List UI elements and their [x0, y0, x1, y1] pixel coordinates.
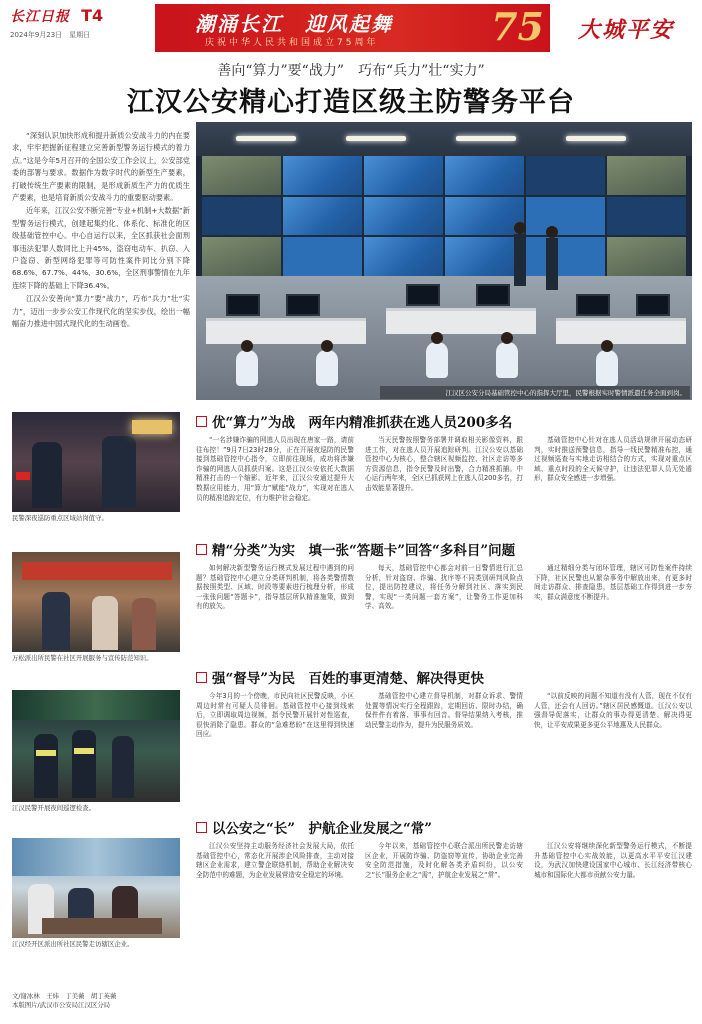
banner-subtitle: 庆祝中华人民共和国成立75周年 [205, 38, 379, 48]
video-panel [283, 197, 362, 236]
video-panel [202, 197, 281, 236]
intro-paragraph: “深刻认识加快形成和提升新质公安战斗力的内在要求，牢牢把握新征程建立完善新型警务运行模式的着力点。”这是今年5月召开的全国公安工作会议上，公安部党委的部署与要求。数据作为数字时代的新型生产要素，打破传统生产要素的限制，是形成新质生产力的优质生产要素，也是培育新质公安战斗力的重要驱动要素。 [12, 131, 190, 203]
monitor [286, 294, 320, 316]
seated-officer [236, 350, 258, 386]
officer-head [546, 226, 558, 238]
banner-number: 75 [491, 4, 544, 49]
section-columns [196, 436, 692, 532]
column-text: 通过精细分类与闭环管理，辖区可防性案件持续下降，社区民警也从繁杂事务中解放出来，有更多时间走访群众、排查隐患，基层基础工作得到进一步夯实，群众满意度不断提升。 [534, 564, 692, 601]
video-panel [445, 156, 524, 195]
section-title-text: 以公安之“长” 护航企业发展之“常” [212, 821, 433, 837]
section-marker-icon [196, 544, 207, 555]
section-columns [196, 692, 692, 808]
desk [386, 308, 536, 334]
column-text: 江汉公安坚持主动服务经济社会发展大局，依托基础管控中心，常态化开展涉企风险排查，主动对接辖区企业需求，建立警企联络机制，帮助企业解决安全防范中的难题，为企业发展营造安全稳定的环境。 [196, 842, 354, 879]
section-title-text: 强“督导”为民 百姓的事更清楚、解决得更快 [212, 671, 485, 687]
section-columns [196, 564, 692, 660]
monitor [636, 294, 670, 316]
photo-caption: 民警深夜巡防重点区域站岗值守。 [12, 514, 108, 522]
video-panel [607, 197, 686, 236]
ceiling-light [346, 136, 406, 141]
text-column [534, 436, 692, 532]
video-panel [607, 156, 686, 195]
ceiling-light [566, 136, 626, 141]
text-column [534, 692, 692, 808]
text-column [534, 842, 692, 1018]
photo-image [12, 412, 180, 512]
column-text: 每天，基础管控中心都会对前一日警情进行汇总分析，针对盗窃、诈骗、扰序等不同类别研判风险点位，提出防控建议，将任务分解到社区、落实到民警，实现“一类问题一套方案”，让警务工作更加科学、高效。 [365, 564, 523, 611]
column-text: 基础管控中心针对在逃人员活动规律开展动态研判，实时推送预警信息，指导一线民警精准布控，通过视频巡查与实地走访相结合的方式，实现对重点区域、重点时段的全天候守护，让违法犯罪人员无处遁形，群众安全感进一步增强。 [534, 436, 692, 483]
section-computing-power [196, 412, 692, 536]
photo-caption: 万松派出所民警在社区开展服务与宣传防范知识。 [12, 654, 153, 662]
officer-head [431, 332, 443, 344]
hero-photo-command-center [196, 122, 692, 400]
section-supervision [196, 668, 692, 812]
video-panel [526, 197, 605, 236]
officer-head [601, 340, 613, 352]
text-column [365, 842, 523, 1018]
main-headline: 江汉公安精心打造区级主防警务平台 [127, 87, 575, 118]
masthead-left [0, 0, 155, 56]
anniversary-banner [155, 4, 550, 52]
photo-night-inspection [12, 690, 180, 813]
section-title [196, 540, 692, 558]
officer-head [514, 222, 526, 234]
section-classification [196, 540, 692, 664]
section-columns [196, 842, 692, 1018]
text-column [365, 564, 523, 660]
text-column [196, 692, 354, 808]
issue-date: 2024年9月23日 星期日 [10, 31, 91, 39]
section-marker-icon [196, 672, 207, 683]
section-title-text: 优“算力”为战 两年内精准抓获在逃人员200多名 [212, 415, 513, 431]
monitor [476, 284, 510, 306]
ceiling-light [236, 136, 296, 141]
video-panel [202, 237, 281, 276]
photo-caption: 江汉经开区派出所社区民警走访辖区企业。 [12, 940, 134, 948]
column-text: “一名涉嫌诈骗的网逃人员出现在唐家一路，请前往布控！”9月7日23时28分，正在开展夜巡防的民警接到基础管控中心指令，立即前往现场，成功将涉嫌诈骗的网逃人员抓获归案。这是江汉公安依托大数据精准打击的一个缩影。近年来，江汉公安通过提升大数据应用能力，用“算力”赋能“战力”，实现对在逃人员的精准追踪定位，有力维护社会稳定。 [196, 436, 354, 502]
page-number: T4 [81, 6, 104, 25]
section-enterprise [196, 818, 692, 1018]
section-title [196, 412, 692, 430]
monitor [226, 294, 260, 316]
video-panel [202, 156, 281, 195]
section-title [196, 818, 692, 836]
seated-officer [316, 350, 338, 386]
masthead [0, 0, 702, 56]
intro-paragraph: 江汉公安善向“算力”要“战力”，巧布“兵力”壮“实力”，迈出一步步公安工作现代化的坚实步伐，绘出一幅幅奋力推进中国式现代化的生动画卷。 [12, 294, 190, 329]
video-panel [445, 197, 524, 236]
column-text: “以前反映的问题不知道有没有人管，现在不仅有人管，还会有人回访。”辖区居民感慨道。江汉公安以强督导促落实，让群众的事办得更清楚、解决得更快，让平安成果更多更公平地惠及人民群众。 [534, 692, 692, 729]
photo-night-patrol [12, 412, 180, 523]
seated-officer [426, 342, 448, 378]
seated-officer [496, 342, 518, 378]
text-column [196, 564, 354, 660]
video-panel [364, 237, 443, 276]
desk [556, 318, 686, 344]
column-text: 如何解决新型警务运行模式发展过程中遇到的问题？基础管控中心建立分类研判机制，将各类警情数据按照类型、区域、时段等要素进行梳理分析，形成一张张问题“答题卡”，指导基层所队精准施策，做到有的放矢。 [196, 564, 354, 611]
kicker-headline: 善向“算力”要“战力” 巧布“兵力”壮“实力” [217, 63, 485, 79]
video-panel [283, 156, 362, 195]
text-column [365, 436, 523, 532]
byline-authors: 文/谢冰林 王炜 丁美薇 胡丁英薇 [12, 992, 117, 1000]
text-column [196, 842, 354, 1018]
column-text: 江汉公安将继续深化新型警务运行模式，不断提升基础管控中心实战效能，以更高水平平安江汉建设，为武汉加快建设国家中心城市、长江经济带核心城市和国际化大都市贡献公安力量。 [534, 842, 692, 879]
video-panel [526, 156, 605, 195]
column-brand: 大城平安 [577, 16, 674, 43]
seated-officer [596, 350, 618, 386]
desk [206, 318, 366, 344]
masthead-right [550, 0, 702, 56]
section-marker-icon [196, 822, 207, 833]
paper-name: 长江日报 [10, 9, 70, 25]
monitor [576, 294, 610, 316]
officer-head [321, 340, 333, 352]
photo-community-service [12, 552, 180, 663]
section-title-text: 精“分类”为实 填一张“答题卡”回答“多科目”问题 [212, 543, 516, 559]
intro-paragraph: 近年来，江汉公安不断完善“专业+机制+大数据”新型警务运行模式，创建起集约化、体系化、标准化的区级基础管控中心。中心自运行以来，全区抓获社会面刑事违法犯罪人数同比上升45%，盗窃电动车、扒窃、入户盗窃、新型网络犯罪等可防性案件同比分别下降68.6%、67.7%、44%、30.6%，全区刑事警情在九年连续下降的基础上下降36.4%。 [12, 206, 190, 290]
video-panel [526, 237, 605, 276]
video-wall [202, 156, 686, 276]
text-column [534, 564, 692, 660]
intro-text [12, 130, 190, 390]
text-column [196, 436, 354, 532]
standing-officer [514, 234, 526, 286]
officer-head [501, 332, 513, 344]
banner-title: 潮涌长江 迎风起舞 [195, 12, 393, 36]
video-panel [364, 197, 443, 236]
section-title [196, 668, 692, 686]
video-panel [607, 237, 686, 276]
photo-image [12, 838, 180, 938]
officer-head [241, 340, 253, 352]
monitor [406, 284, 440, 306]
column-text: 今年3月的一个傍晚，市民向社区民警反映，小区周边时常有可疑人员徘徊。基础管控中心接到线索后，立即调取周边视频，指令民警开展针对性巡查，很快消除了隐患。群众的“急难愁盼”在这里得到快速回应。 [196, 692, 354, 739]
video-panel [364, 156, 443, 195]
column-text: 当天民警按照警务部署并调取相关影像资料，跟进工作，对在逃人员开展追踪研判。江汉公安以基础管控中心为核心，整合辖区视频监控、社区走访等多方资源信息，指令民警及时出警，合力精准抓捕。中心运行两年来，全区已抓获网上在逃人员200多名，打击效能显著提升。 [365, 436, 523, 492]
photo-caption: 江汉民警开展夜间巡逻检查。 [12, 804, 96, 812]
photo-image [12, 690, 180, 802]
section-marker-icon [196, 416, 207, 427]
video-panel [445, 237, 524, 276]
hero-caption: 江汉区公安分局基础管控中心的指挥大厅里，民警根据实时警情派遣任务全面到岗。 [380, 386, 690, 399]
column-text: 基础管控中心建立督导机制，对群众诉求、警情处置等情况实行全程跟踪，定期回访、限时办结，确保件件有着落、事事有回音。督导结果纳入考核，推动民警主动作为，提升为民服务质效。 [365, 692, 523, 729]
byline-photo-credit: 本版图片/武汉市公安局江汉区分局 [12, 1001, 111, 1009]
text-column [365, 692, 523, 808]
video-panel [283, 237, 362, 276]
photo-image [12, 552, 180, 652]
byline [12, 992, 182, 1010]
ceiling-light [456, 136, 516, 141]
photo-enterprise-visit [12, 838, 180, 949]
standing-officer [546, 238, 558, 290]
column-text: 今年以来，基础管控中心联合派出所民警走访辖区企业，开展防诈骗、防盗窃等宣传，协助企业完善安全防范措施，及时化解各类矛盾纠纷，以公安之“长”服务企业之“需”，护航企业发展之“常”。 [365, 842, 523, 879]
